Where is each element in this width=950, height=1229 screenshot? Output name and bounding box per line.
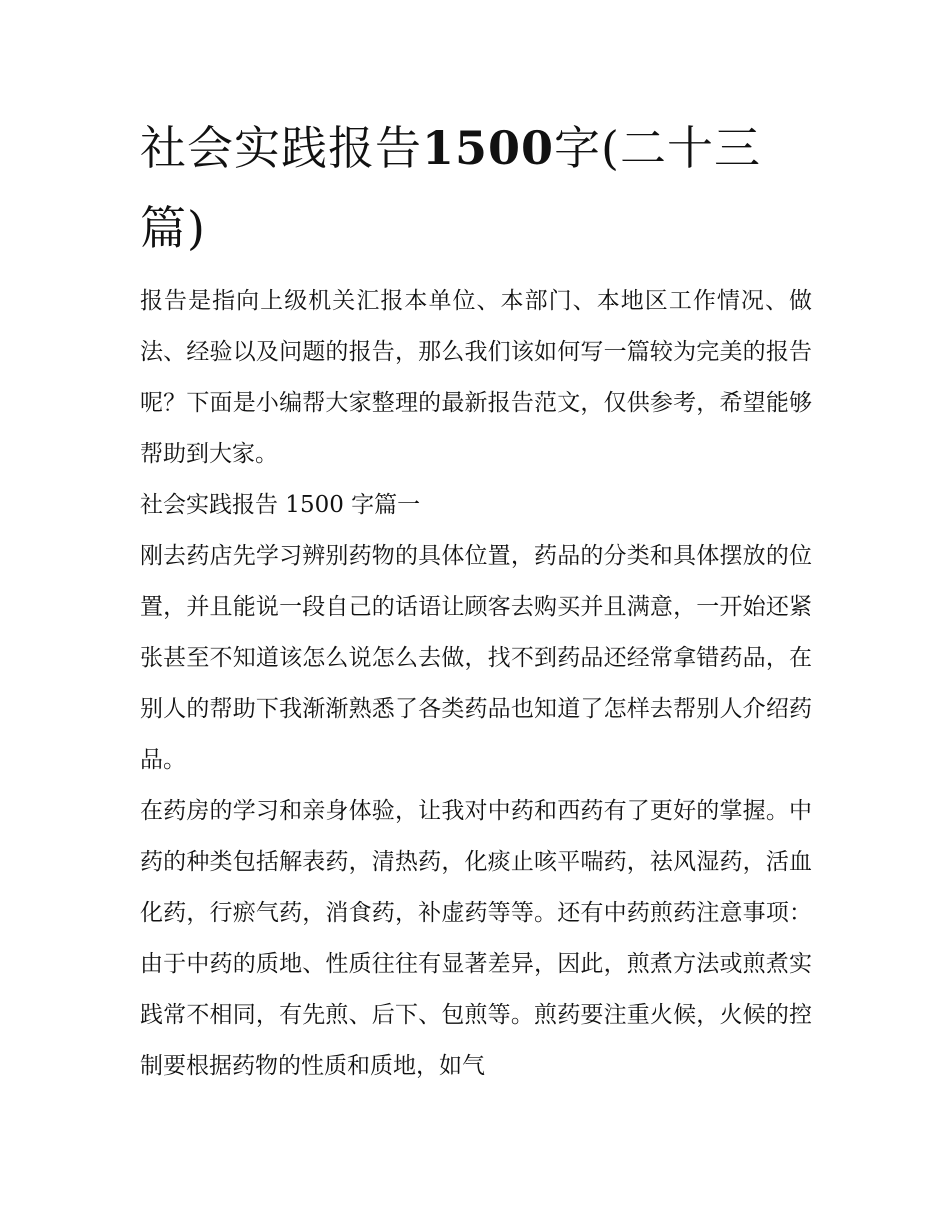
title-suffix: 字(二十三篇) (140, 121, 761, 255)
body-paragraph: 刚去药店先学习辨别药物的具体位置，药品的分类和具体摆放的位置，并且能说一段自己的话语让顾客去购买并且满意，一开始还紧张甚至不知道该怎么说怎么去做，找不到药品还经常拿错药品，在别人的帮助下我渐渐熟悉了各类药品也知道了怎样去帮别人介绍药品。 (140, 543, 812, 773)
title-prefix: 社会实践报告 (140, 121, 422, 175)
intro-paragraph: 报告是指向上级机关汇报本单位、本部门、本地区工作情况、做法、经验以及问题的报告，那么我们该如何写一篇较为完美的报告呢？下面是小编帮大家整理的最新报告范文，仅供参考，希望能够帮助到大家。 (140, 288, 812, 467)
document-title (140, 108, 820, 268)
document-body (140, 276, 812, 1092)
title-number: 1500 (422, 121, 555, 175)
section-heading: 社会实践报告 1500 字篇一 (140, 492, 421, 518)
body-paragraph: 在药房的学习和亲身体验，让我对中药和西药有了更好的掌握。中药的种类包括解表药，清热药，化痰止咳平喘药，祛风湿药，活血化药，行瘀气药，消食药，补虚药等等。还有中药煎药注意事项：由于中药的质地、性质往往有显著差异，因此，煎煮方法或煎煮实践常不相同，有先煎、后下、包煎等。煎药要注重火候，火候的控制要根据药物的性质和质地，如气 (140, 798, 812, 1079)
